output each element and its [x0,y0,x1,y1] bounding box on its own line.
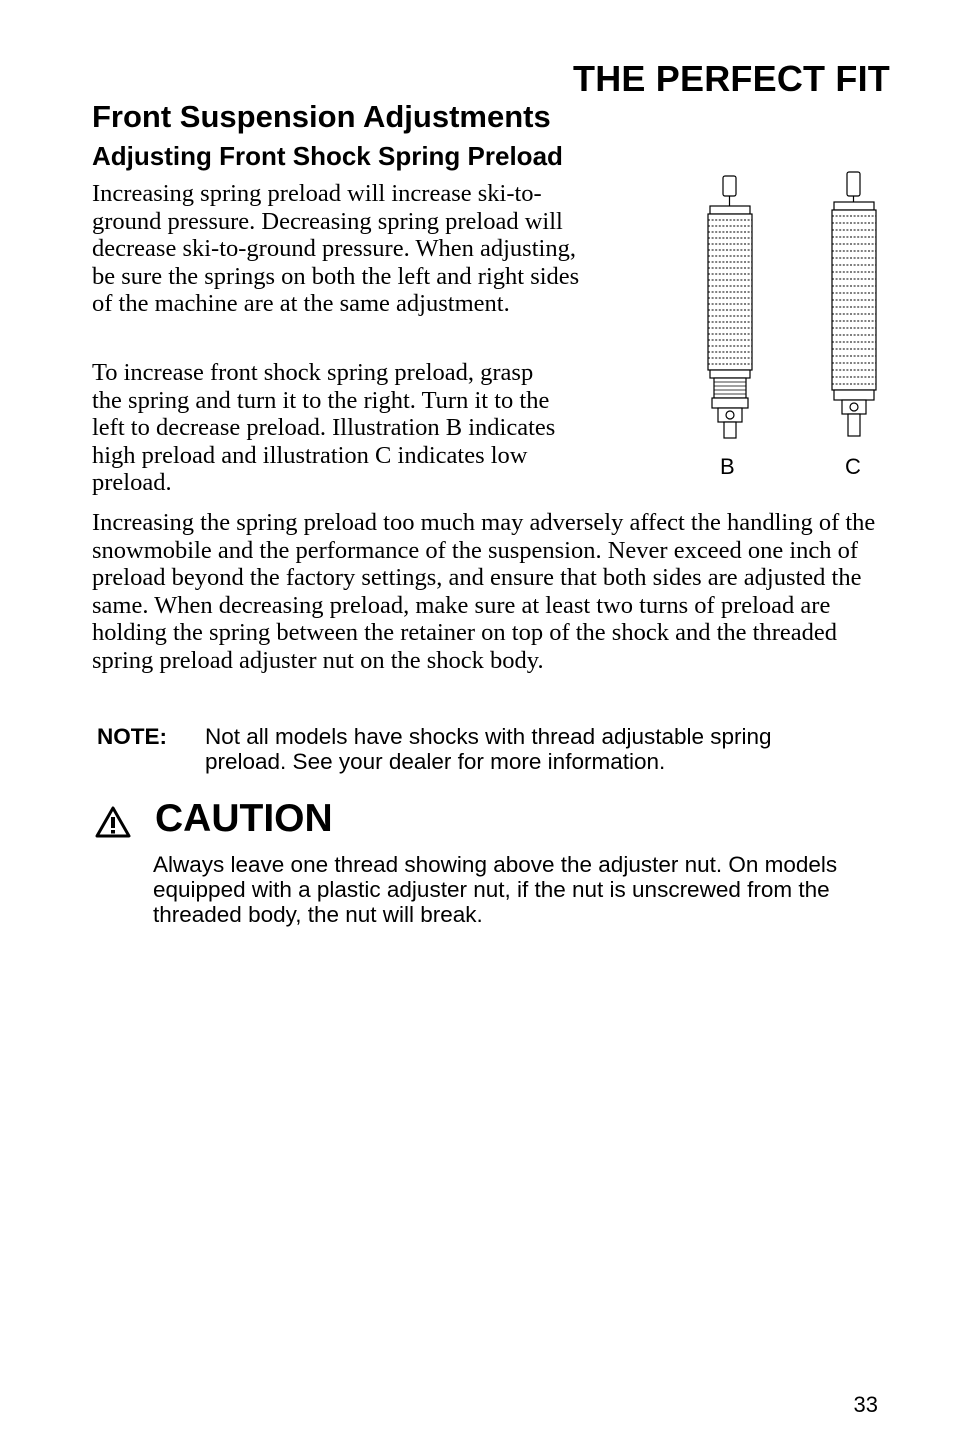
page-number: 33 [853,1392,878,1417]
running-head: THE PERFECT FIT [573,58,890,99]
paragraph-preload-pressure: Increasing spring preload will increase ski-to-ground pressure. Decreasing spring preload will decrease ski-to-ground pressure. When adjusting, be sure the springs on both the left and right sides of the machine are at the same adjustment. [92,180,580,318]
paragraph-adjust-direction: To increase front shock spring preload, grasp the spring and turn it to the right. Turn it to the left to decrease preload. Illustration B indicates high preload and illustration C indicates low preload. [92,359,556,497]
caution-text: Always leave one thread showing above the adjuster nut. On models equipped with a plastic adjuster nut, if the nut is unscrewed from the threaded body, the nut will break. [153,852,838,927]
caution-title: CAUTION [155,797,333,840]
shock-illustration [690,168,890,488]
figure-label-c: C [845,454,861,479]
paragraph-preload-warning: Increasing the spring preload too much may adversely affect the handling of the snowmobile and the performance of the suspension. Never exceed one inch of preload beyond the factory settings, and ensure that both sides are adjusted the same. When decreasing preload, make sure at least two turns of preload are holding the spring between the retainer on top of the shock and the threaded spring preload adjuster nut on the shock body. [92,509,876,674]
note-text: Not all models have shocks with thread adjustable spring preload. See your dealer for more information. [205,724,772,774]
shock-absorber-high-preload-icon [690,168,770,448]
subsection-title: Adjusting Front Shock Spring Preload [92,141,563,171]
warning-triangle-icon [95,806,131,838]
figure-label-b: B [720,454,735,479]
section-title: Front Suspension Adjustments [92,99,551,134]
note-label: NOTE: [97,724,167,749]
shock-absorber-low-preload-icon [814,168,894,448]
